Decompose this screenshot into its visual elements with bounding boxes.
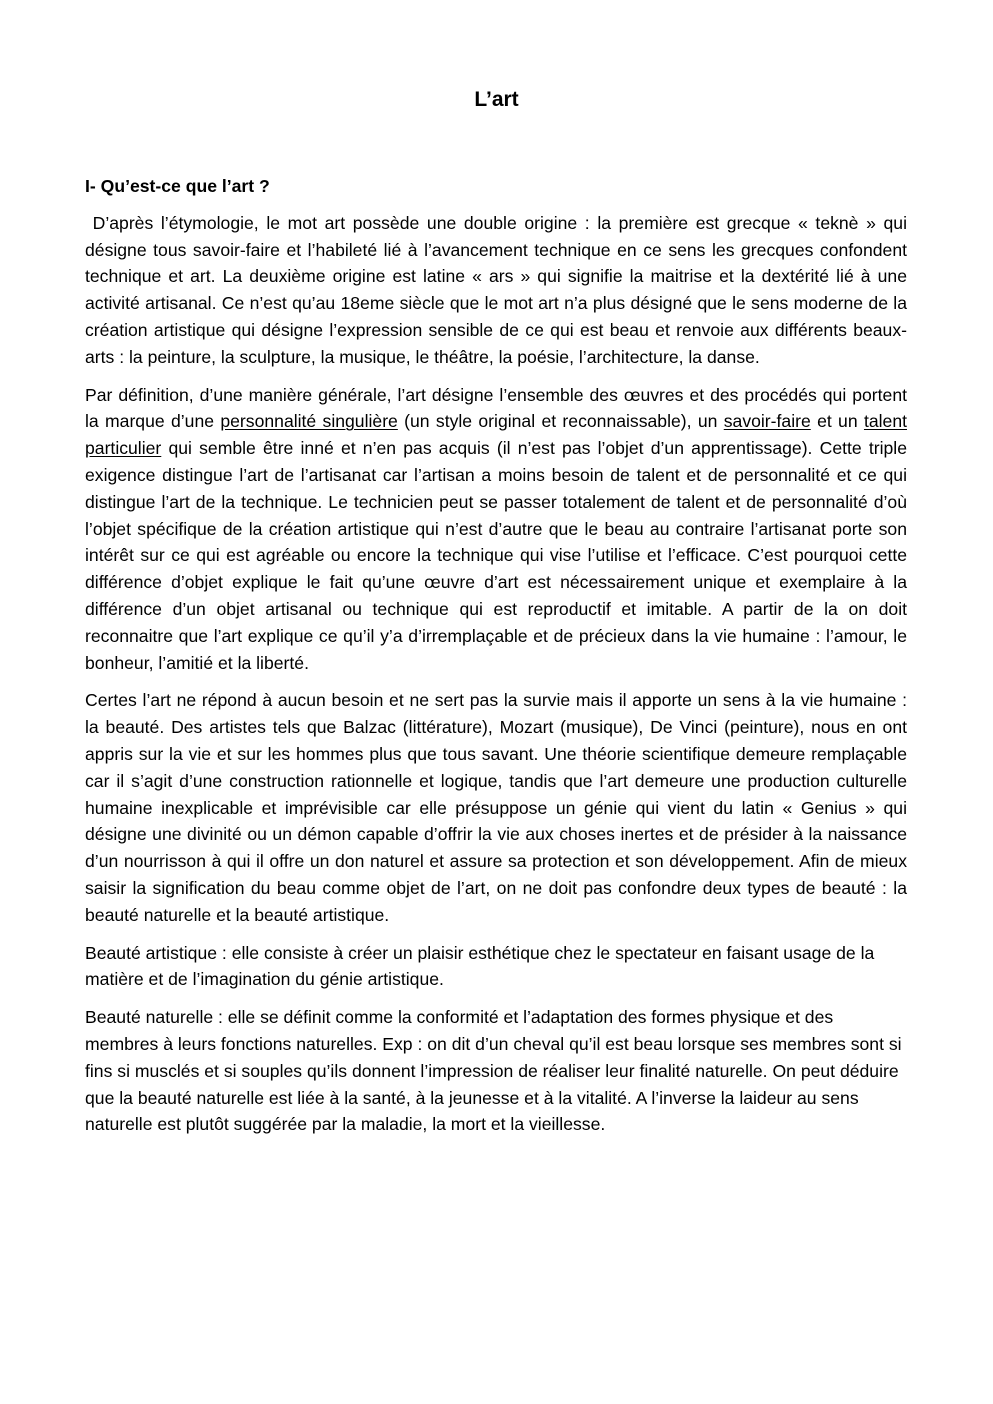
paragraph-artistic-beauty: Beauté artistique : elle consiste à créer un plaisir esthétique chez le spectateur en faisant usage de la matière et de l’imagination du génie artistique. (85, 942, 875, 990)
section-heading: I- Qu’est-ce que l’art ? (85, 176, 270, 196)
underlined-term-personnalite: personnalité singulière (220, 411, 398, 432)
paragraph-sense-of-life: Certes l’art ne répond à aucun besoin et ne sert pas la survie mais il apporte un sens à la vie humaine : la beauté. Des artistes tels que Balzac (littérature), Mozart (musique), De Vinci (peinture), nous en ont appris sur la vie et sur les hommes plus que tous savant. Une théorie scientifique demeure remplaçable car il s’agit d’une construction rationnelle et logique, tandis que l’art demeure une production culturelle humaine inexplicable et imprévisible car elle présuppose un génie qui vient du latin « Genius » qui désigne une divinité ou un démon capable d’offrir la vie aux choses inertes et de présider à la naissance d’un nourrisson à qui il offre un don naturel et assure sa protection et son développement. Afin de mieux saisir la signification du beau comme objet de l’art, on ne doit pas confondre deux types de beauté : la beauté naturelle et la beauté artistique. (85, 690, 907, 925)
paragraph-etymology: D’après l’étymologie, le mot art possède une double origine : la première est grecque « teknè » qui désigne tous savoir-faire et l’habileté lié à l’avancement technique en ce sens les grecques confondent technique et art. La deuxième origine est latine « ars » qui signifie la maitrise et la dextérité lié à une activité artisanal. Ce n’est qu’au 18eme siècle que le mot art n’a plus désigné que le sens moderne de la création artistique qui désigne l’expression sensible de ce qui est beau et renvoie aux différents beaux-arts : la peinture, la sculpture, la musique, le théâtre, la poésie, l’architecture, la danse. (85, 212, 912, 367)
paragraph-definition-text-1: Par définition, d’une manière générale, l’art désigne l’ensemble des œuvres et des procédés qui portent la marque d’une (85, 384, 907, 432)
document-body (85, 173, 912, 1149)
paragraph-definition-text-2: (un style original et reconnaissable), un (397, 411, 724, 432)
paragraph-definition (85, 382, 907, 677)
underlined-term-talent: talent particulier (85, 411, 907, 459)
paragraph-definition-text-4: qui semble être inné et n’en pas acquis (il n’est pas l’objet d’un apprentissage). Cette triple exigence distingue l’art de l’artisanat car l’artisan a moins besoin de talent et de personnalité et ce qui distingue l’art de la technique. Le technicien peut se passer totalement de talent et de personnalité d’où l’objet spécifique de la création artistique qui n’est d’autre que le beau au contraire l’artisanat porte son intérêt sur ce qui est agréable ou encore la technique qui vise l’utilise et l’efficace. C’est pourquoi cette différence d’objet explique le fait qu’une œuvre d’art est nécessairement unique et exemplaire à la différence d’un objet artisanal ou technique qui est reproductif et imitable. A partir de la on doit reconnaitre que l’art explique ce qu’il y’a d’irremplaçable et de précieux dans la vie humaine : l’amour, le bonheur, l’amitié et la liberté. (85, 438, 907, 673)
paragraph-definition-text-3: et un (810, 411, 864, 432)
paragraph-natural-beauty: Beauté naturelle : elle se définit comme la conformité et l’adaptation des formes physique et des membres à leurs fonctions naturelles. Exp : on dit d’un cheval qu’il est beau lorsque ses membres sont si fins si musclés et si souples qu’ils donnent l’impression de réaliser leur finalité naturelle. On peut déduire que la beauté naturelle est liée à la santé, à la jeunesse et à la vitalité. A l’inverse la laideur au sens naturelle est plutôt suggérée par la maladie, la mort et la vieillesse. (85, 1007, 902, 1135)
document-title: L’art (474, 88, 519, 111)
underlined-term-savoir-faire: savoir-faire (723, 411, 811, 432)
